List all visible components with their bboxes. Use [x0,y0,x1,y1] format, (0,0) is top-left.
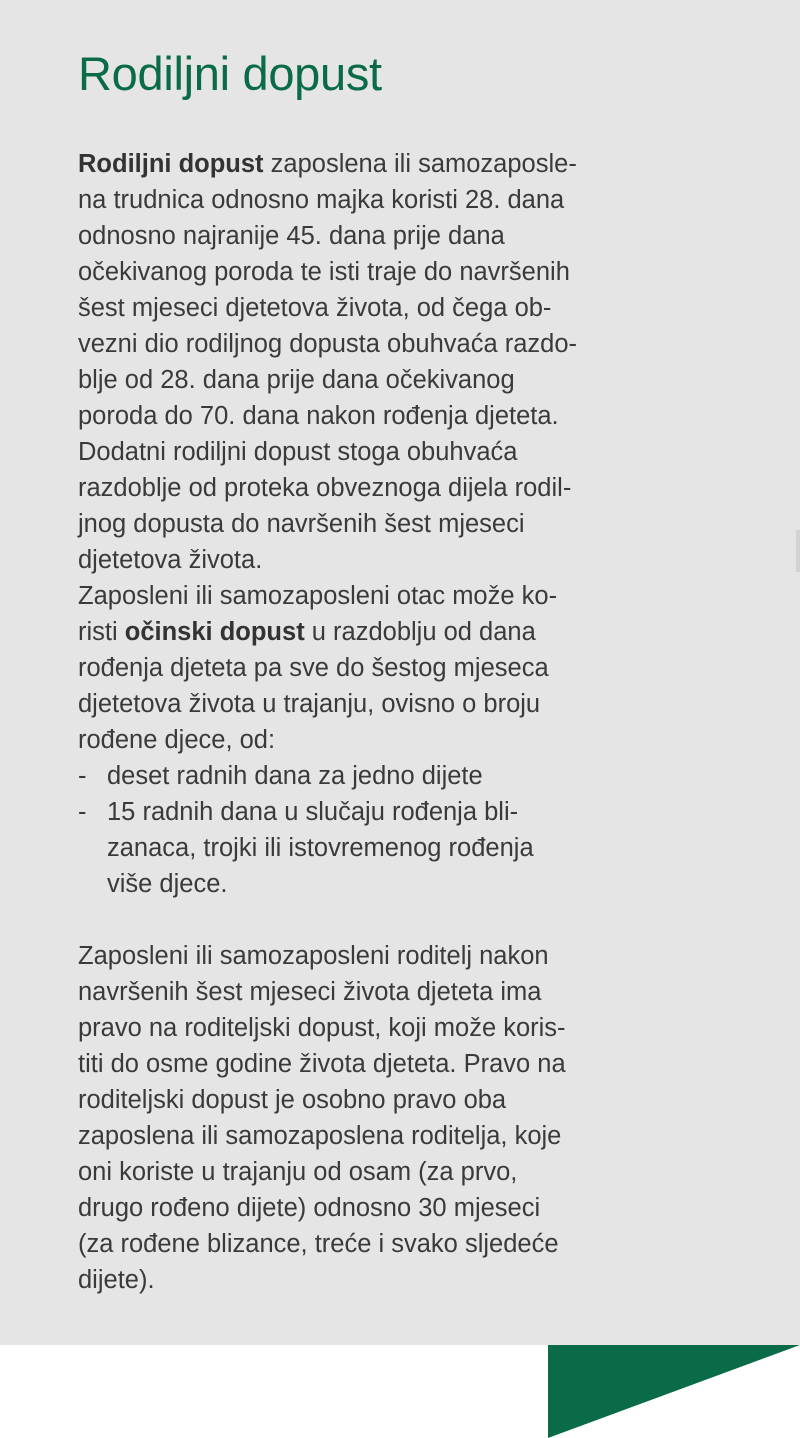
text-line: odnosno najranije 45. dana prije dana [78,222,505,250]
text-line: Zaposleni ili samozaposleni otac može ko- [78,582,558,610]
text-line: poroda do 70. dana nakon rođenja djeteta. [78,402,559,430]
text-line: rođene djece, od: [78,726,276,754]
text-line: pravo na roditeljski dopust, koji može koris- [78,1014,566,1042]
list-item [78,794,718,902]
text-line: šest mjeseci djetetova života, od čega ob- [78,294,552,322]
list-item-text: zanaca, trojki ili istovremenog rođenja [107,834,534,862]
text-line: zaposlena ili samozaposle- [263,150,577,178]
text-line: djetetova života. [78,546,263,574]
text-line: razdoblje od proteka obveznoga dijela rodil- [78,474,572,502]
text-line: u razdoblju od dana [304,618,536,646]
text-line: dijete). [78,1266,155,1294]
list-dash: - [78,762,87,790]
text-line: zaposlena ili samozaposlena roditelja, koje [78,1122,562,1150]
paragraph-paternity-leave [78,578,718,758]
maternity-leave-term: Rodiljni dopust [78,150,264,178]
paragraph-gap [78,902,718,938]
article-body [78,146,718,1298]
text-line: jnog dopusta do navršenih šest mjeseci [78,510,525,538]
page-title: Rodiljni dopust [78,47,382,100]
text-line: djetetova života u trajanju, ovisno o broju [78,690,541,718]
text-line: Dodatni rodiljni dopust stoga obuhvaća [78,438,518,466]
paragraph-maternity-leave [78,146,718,578]
corner-triangle-shape [548,1345,800,1438]
list-item-text: više djece. [107,870,228,898]
green-corner-triangle [548,1345,800,1438]
text-line: (za rođene blizance, treće i svako sljedeće [78,1230,559,1258]
paternity-leave-term: očinski dopust [124,618,305,646]
text-line: drugo rođeno dijete) odnosno 30 mjeseci [78,1194,541,1222]
text-line: na trudnica odnosno majka koristi 28. dana [78,186,565,214]
text-line: roditeljski dopust je osobno pravo oba [78,1086,507,1114]
paternity-leave-options-list [78,758,718,902]
paragraph-parental-leave [78,938,718,1298]
text-line: oni koriste u trajanju od osam (za prvo, [78,1158,518,1186]
text-line: blje od 28. dana prije dana očekivanog [78,366,515,394]
text-line: titi do osme godine života djeteta. Pravo na [78,1050,566,1078]
edge-mark [796,530,800,572]
list-item-text: deset radnih dana za jedno dijete [107,762,483,790]
text-line: navršenih šest mjeseci života djeteta ima [78,978,542,1006]
text-line: Zaposleni ili samozaposleni roditelj nakon [78,942,549,970]
text-line: risti [78,618,125,646]
text-line: vezni dio rodiljnog dopusta obuhvaća razdo- [78,330,577,358]
list-dash: - [78,798,87,826]
text-line: rođenja djeteta pa sve do šestog mjeseca [78,654,549,682]
list-item [78,758,718,794]
list-item-text: 15 radnih dana u slučaju rođenja bli- [107,798,519,826]
text-line: očekivanog poroda te isti traje do navršenih [78,258,570,286]
